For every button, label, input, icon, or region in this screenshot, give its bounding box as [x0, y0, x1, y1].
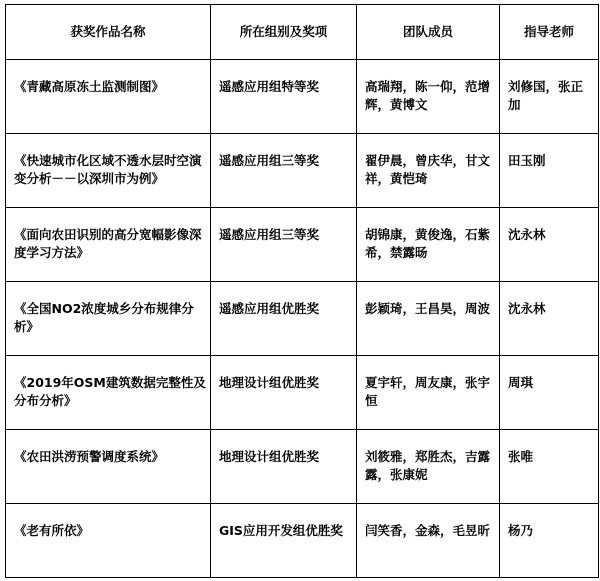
- team-members: 刘筱雅，郑胜杰，吉露露，张康妮: [357, 430, 500, 504]
- work-title: 《农田洪涝预警调度系统》: [6, 430, 211, 504]
- team-members: 闫笑香，金森，毛昱昕: [357, 504, 500, 578]
- work-title: 《面向农田识别的高分宽幅影像深度学习方法》: [6, 208, 211, 282]
- table-row: [6, 208, 599, 282]
- group-award: 地理设计组优胜奖: [211, 356, 357, 430]
- work-title: 《老有所依》: [6, 504, 211, 578]
- table-row: [6, 134, 599, 208]
- header-row: [6, 5, 599, 60]
- group-award: 遥感应用组三等奖: [211, 208, 357, 282]
- team-members: 翟伊晨，曾庆华，甘文祥，黄恺琦: [357, 134, 500, 208]
- team-members: 彭颖琦，王昌昊，周波: [357, 282, 500, 356]
- work-title: 《全国NO2浓度城乡分布规律分析》: [6, 282, 211, 356]
- advisor: 沈永林: [500, 282, 599, 356]
- table-row: [6, 282, 599, 356]
- group-award: GIS应用开发组优胜奖: [211, 504, 357, 578]
- work-title: 《快速城市化区域不透水层时空演变分析－－以深圳市为例》: [6, 134, 211, 208]
- advisor: 沈永林: [500, 208, 599, 282]
- table-row: [6, 504, 599, 578]
- group-award: 遥感应用组三等奖: [211, 134, 357, 208]
- group-award: 遥感应用组特等奖: [211, 60, 357, 134]
- advisor: 周琪: [500, 356, 599, 430]
- advisor: 刘修国，张正加: [500, 60, 599, 134]
- header-members: 团队成员: [357, 5, 500, 60]
- team-members: 夏宇轩，周友康，张宇恒: [357, 356, 500, 430]
- advisor: 张唯: [500, 430, 599, 504]
- team-members: 高瑞翔，陈一仰，范增辉，黄博文: [357, 60, 500, 134]
- work-title: 《2019年OSM建筑数据完整性及分布分析》: [6, 356, 211, 430]
- group-award: 遥感应用组优胜奖: [211, 282, 357, 356]
- advisor: 杨乃: [500, 504, 599, 578]
- awards-table: [5, 4, 599, 578]
- table-row: [6, 356, 599, 430]
- advisor: 田玉刚: [500, 134, 599, 208]
- table-row: [6, 430, 599, 504]
- team-members: 胡锦康，黄俊逸，石紫希，禁露旸: [357, 208, 500, 282]
- group-award: 地理设计组优胜奖: [211, 430, 357, 504]
- header-group-award: 所在组别及奖项: [211, 5, 357, 60]
- header-work: 获奖作品名称: [6, 5, 211, 60]
- header-advisor: 指导老师: [500, 5, 599, 60]
- work-title: 《青藏高原冻土监测制图》: [6, 60, 211, 134]
- table-row: [6, 60, 599, 134]
